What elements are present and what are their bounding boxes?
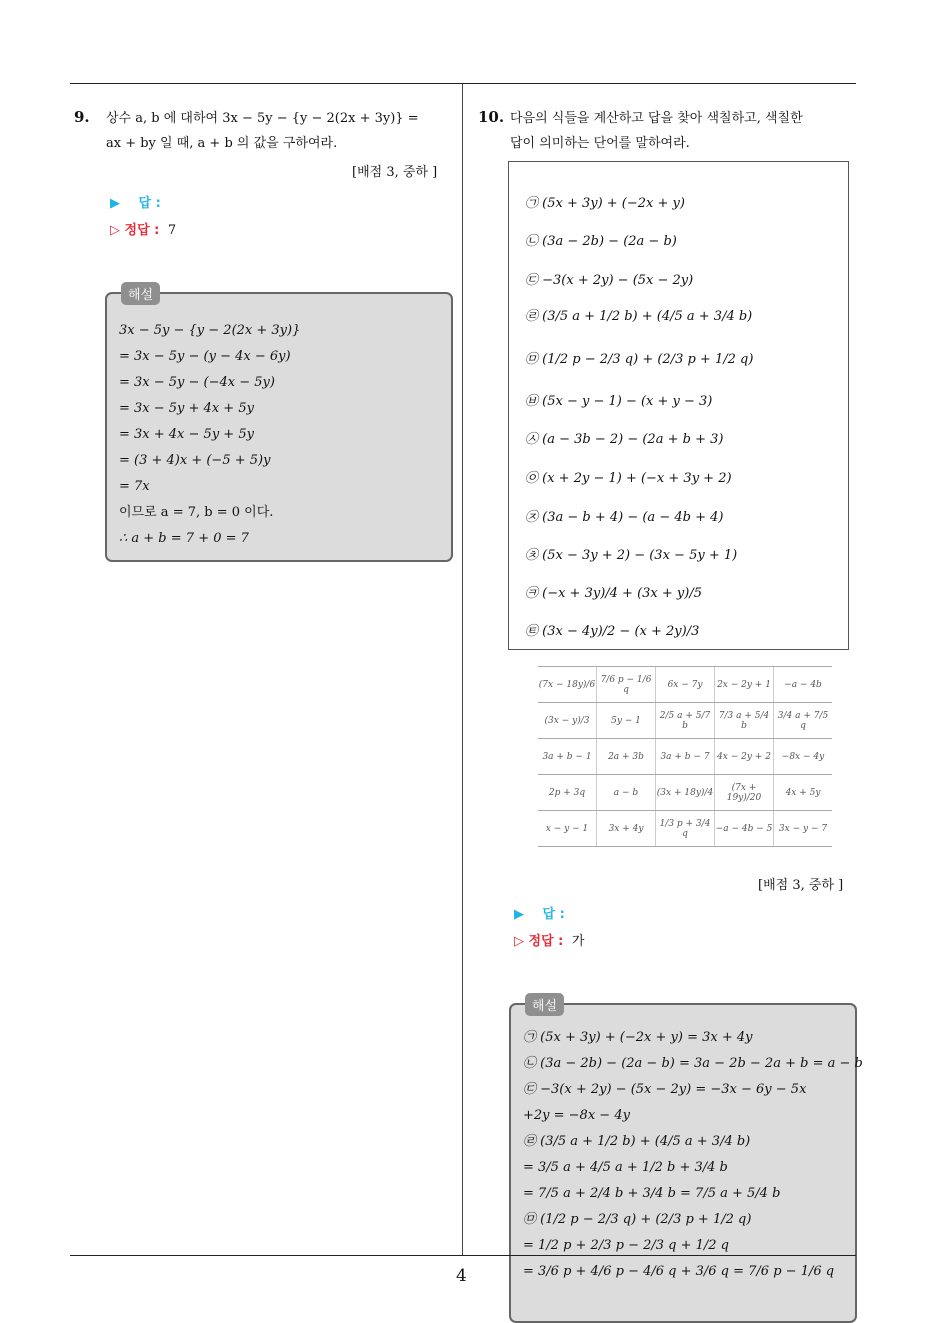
exp-line: = 3x − 5y − (y − 4x − 6y) <box>119 349 291 364</box>
problem-item: ㉫ (3x − 4y)/2 − (x + 2y)/3 <box>525 624 700 639</box>
q9-correct-row <box>110 219 176 238</box>
q10-problem-box <box>508 161 849 650</box>
grid-row <box>538 703 832 739</box>
grid-cell[interactable]: 2/5 a + 5/7 b <box>656 703 715 739</box>
q9-explanation-lines <box>119 318 300 552</box>
exp-line: = 3x − 5y − (−4x − 5y) <box>119 375 275 390</box>
grid-cell[interactable]: (3x + 18y)/4 <box>656 775 715 811</box>
grid-cell[interactable]: 5y − 1 <box>597 703 656 739</box>
grid-row <box>538 667 832 703</box>
q9-text-line2: ax + by 일 때, a + b 의 값을 구하여라. <box>106 136 338 151</box>
exp-line: ㉣ (3/5 a + 1/2 b) + (4/5 a + 3/4 b) <box>523 1134 751 1149</box>
exp-line: 3x − 5y − {y − 2(2x + 3y)} <box>119 323 301 338</box>
q9-answer-row <box>110 192 161 211</box>
q9-text <box>106 106 456 156</box>
q10-score: [배점 3, 중하 ] <box>758 878 844 893</box>
grid-cell[interactable]: 3/4 a + 7/5 q <box>774 703 833 739</box>
q9-explanation-box <box>105 288 453 562</box>
outline-triangle-icon: ▷ <box>514 934 524 949</box>
outline-triangle-icon: ▷ <box>110 223 120 238</box>
exp-line: ㉤ (1/2 p − 2/3 q) + (2/3 p + 1/2 q) <box>523 1212 752 1227</box>
play-triangle-icon: ▶ <box>110 196 120 211</box>
problem-item: ㉩ (5x − 3y + 2) − (3x − 5y + 1) <box>525 548 738 563</box>
q10-correct-row <box>514 930 584 949</box>
problem-item: ㉣ (3/5 a + 1/2 b) + (4/5 a + 3/4 b) <box>525 309 753 324</box>
q9-explanation-tag: 해설 <box>121 282 160 305</box>
q9-correct-label: 정답 : <box>124 223 160 238</box>
grid-cell[interactable]: 7/6 p − 1/6 q <box>597 667 656 703</box>
q10-answer-row <box>514 903 565 922</box>
q10-text <box>510 106 860 156</box>
exp-line: = (3 + 4)x + (−5 + 5)y <box>119 453 271 468</box>
bottom-rule <box>70 1255 856 1256</box>
exp-line: = 3/5 a + 4/5 a + 1/2 b + 3/4 b <box>523 1160 728 1175</box>
problem-item: ㉪ (−x + 3y)/4 + (3x + y)/5 <box>525 586 702 601</box>
grid-cell[interactable]: 3x − y − 7 <box>774 811 833 847</box>
q10-text-line1: 다음의 식들을 계산하고 답을 찾아 색칠하고, 색칠한 <box>510 111 803 126</box>
q9-score: [배점 3, 중하 ] <box>352 165 438 180</box>
problem-item: ㉤ (1/2 p − 2/3 q) + (2/3 p + 1/2 q) <box>525 352 754 367</box>
grid-cell[interactable]: 7/3 a + 5/4 b <box>715 703 774 739</box>
exp-line: = 3x + 4x − 5y + 5y <box>119 427 254 442</box>
problem-item: ㉨ (3a − b + 4) − (a − 4b + 4) <box>525 510 724 525</box>
problem-item: ㉡ (3a − 2b) − (2a − b) <box>525 234 677 249</box>
exp-line: ㉡ (3a − 2b) − (2a − b) = 3a − 2b − 2a + b = a − b <box>523 1056 863 1071</box>
grid-cell[interactable]: −a − 4b − 5 <box>715 811 774 847</box>
exp-line: ㉠ (5x + 3y) + (−2x + y) = 3x + 4y <box>523 1030 753 1045</box>
grid-cell[interactable]: (7x + 19y)/20 <box>715 775 774 811</box>
grid-cell[interactable]: 2p + 3q <box>538 775 597 811</box>
grid-cell[interactable]: 1/3 p + 3/4 q <box>656 811 715 847</box>
grid-cell[interactable]: 2x − 2y + 1 <box>715 667 774 703</box>
grid-cell[interactable]: −a − 4b <box>774 667 833 703</box>
exp-line: = 3x − 5y + 4x + 5y <box>119 401 254 416</box>
q10-number: 10. <box>478 108 505 126</box>
exp-line: = 1/2 p + 2/3 p − 2/3 q + 1/2 q <box>523 1238 730 1253</box>
grid-row <box>538 811 832 847</box>
grid-cell[interactable]: 2a + 3b <box>597 739 656 775</box>
grid-cell[interactable]: (7x − 18y)/6 <box>538 667 597 703</box>
q9-answer-label: 답 : <box>138 196 161 211</box>
grid-cell[interactable]: 4x − 2y + 2 <box>715 739 774 775</box>
exp-line: ∴ a + b = 7 + 0 = 7 <box>119 531 249 546</box>
q9-text-line1: 상수 a, b 에 대하여 3x − 5y − {y − 2(2x + 3y)} = <box>106 111 419 126</box>
grid-cell[interactable]: (3x − y)/3 <box>538 703 597 739</box>
q10-explanation-box <box>509 999 863 1323</box>
q10-text-line2: 답이 의미하는 단어를 말하여라. <box>510 136 690 151</box>
problem-item: ㉦ (a − 3b − 2) − (2a + b + 3) <box>525 432 724 447</box>
grid-cell[interactable]: a − b <box>597 775 656 811</box>
q10-correct-label: 정답 : <box>528 934 564 949</box>
grid-row <box>538 775 832 811</box>
column-divider <box>462 84 463 1256</box>
q10-answer-label: 답 : <box>542 907 565 922</box>
play-triangle-icon: ▶ <box>514 907 524 922</box>
q9-number: 9. <box>74 108 90 126</box>
answer-grid <box>538 666 832 847</box>
exp-line: = 3/6 p + 4/6 p − 4/6 q + 3/6 q = 7/6 p − 1/6 q <box>523 1264 835 1279</box>
top-rule <box>70 83 856 84</box>
grid-cell[interactable]: x − y − 1 <box>538 811 597 847</box>
problem-item: ㉧ (x + 2y − 1) + (−x + 3y + 2) <box>525 471 732 486</box>
page-number: 4 <box>456 1266 467 1286</box>
problem-item: ㉠ (5x + 3y) + (−2x + y) <box>525 196 685 211</box>
grid-row <box>538 739 832 775</box>
q9-correct-value: 7 <box>167 223 177 238</box>
exp-line: = 7/5 a + 2/4 b + 3/4 b = 7/5 a + 5/4 b <box>523 1186 781 1201</box>
problem-item: ㉥ (5x − y − 1) − (x + y − 3) <box>525 394 713 409</box>
q10-explanation-lines <box>523 1025 863 1285</box>
grid-cell[interactable]: −8x − 4y <box>774 739 833 775</box>
exp-line: +2y = −8x − 4y <box>523 1108 630 1123</box>
exp-line: = 7x <box>119 479 150 494</box>
problem-item: ㉢ −3(x + 2y) − (5x − 2y) <box>525 273 694 288</box>
grid-cell[interactable]: 4x + 5y <box>774 775 833 811</box>
exp-line: ㉢ −3(x + 2y) − (5x − 2y) = −3x − 6y − 5x <box>523 1082 807 1097</box>
exp-line: 이므로 a = 7, b = 0 이다. <box>119 505 274 520</box>
grid-cell[interactable]: 3a + b − 7 <box>656 739 715 775</box>
q10-explanation-tag: 해설 <box>525 993 564 1016</box>
q10-correct-value: 가 <box>571 934 585 949</box>
grid-cell[interactable]: 3x + 4y <box>597 811 656 847</box>
grid-cell[interactable]: 3a + b − 1 <box>538 739 597 775</box>
grid-cell[interactable]: 6x − 7y <box>656 667 715 703</box>
